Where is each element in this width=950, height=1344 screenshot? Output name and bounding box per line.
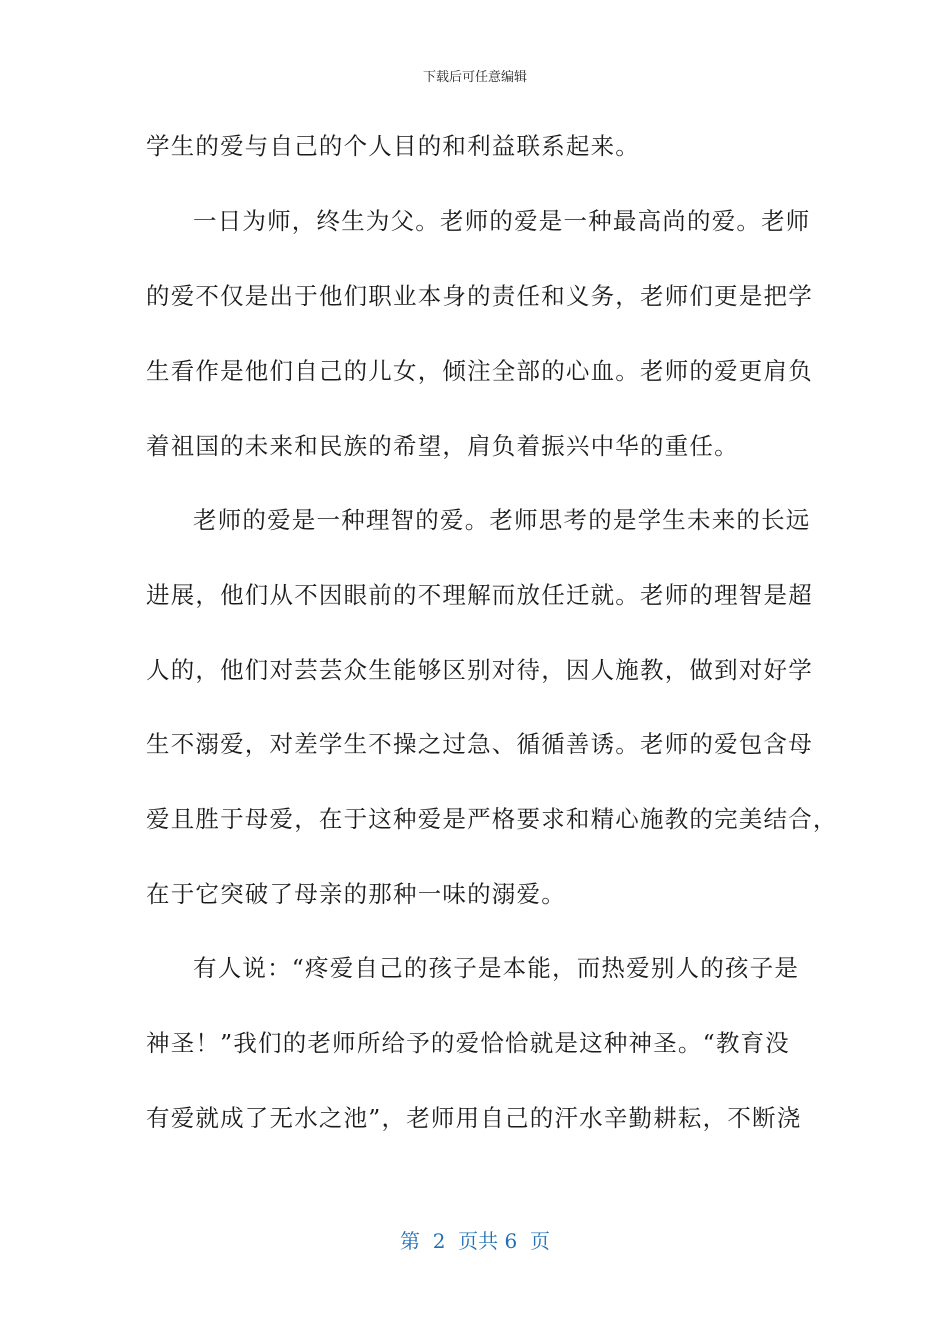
text-line: 一日为师，终生为父。老师的爱是一种最高尚的爱。老师 [193, 207, 811, 235]
text-line: 学生的爱与自己的个人目的和利益联系起来。 [146, 132, 640, 160]
text-line: 人的，他们对芸芸众生能够区别对待，因人施教，做到对好学 [146, 656, 813, 684]
text-line: 爱且胜于母爱，在于这种爱是严格要求和精心施教的完美结合， [146, 805, 838, 833]
text-line: 的爱不仅是出于他们职业本身的责任和义务，老师们更是把学 [146, 282, 813, 310]
text-line: 生看作是他们自己的儿女，倾注全部的心血。老师的爱更肩负 [146, 357, 813, 385]
page-number: 第 2 页共 6 页 [400, 1229, 550, 1253]
text-line: 老师的爱是一种理智的爱。老师思考的是学生未来的长远 [193, 506, 811, 534]
text-line: 在于它突破了母亲的那种一味的溺爱。 [146, 880, 566, 908]
text-line: 神圣！”我们的老师所给予的爱恰恰就是这种神圣。“教育没 [146, 1029, 790, 1057]
page-header: 下载后可任意编辑 [422, 70, 527, 85]
text-line: 着祖国的未来和民族的希望，肩负着振兴中华的重任。 [146, 432, 739, 460]
text-line: 进展，他们从不因眼前的不理解而放任迁就。老师的理智是超 [146, 581, 813, 609]
text-line: 有人说：“疼爱自己的孩子是本能，而热爱别人的孩子是 [193, 954, 800, 982]
text-line: 有爱就成了无水之池”，老师用自己的汗水辛勤耕耘，不断浇 [146, 1104, 802, 1132]
text-line: 生不溺爱，对差学生不操之过急、循循善诱。老师的爱包含母 [146, 730, 813, 758]
